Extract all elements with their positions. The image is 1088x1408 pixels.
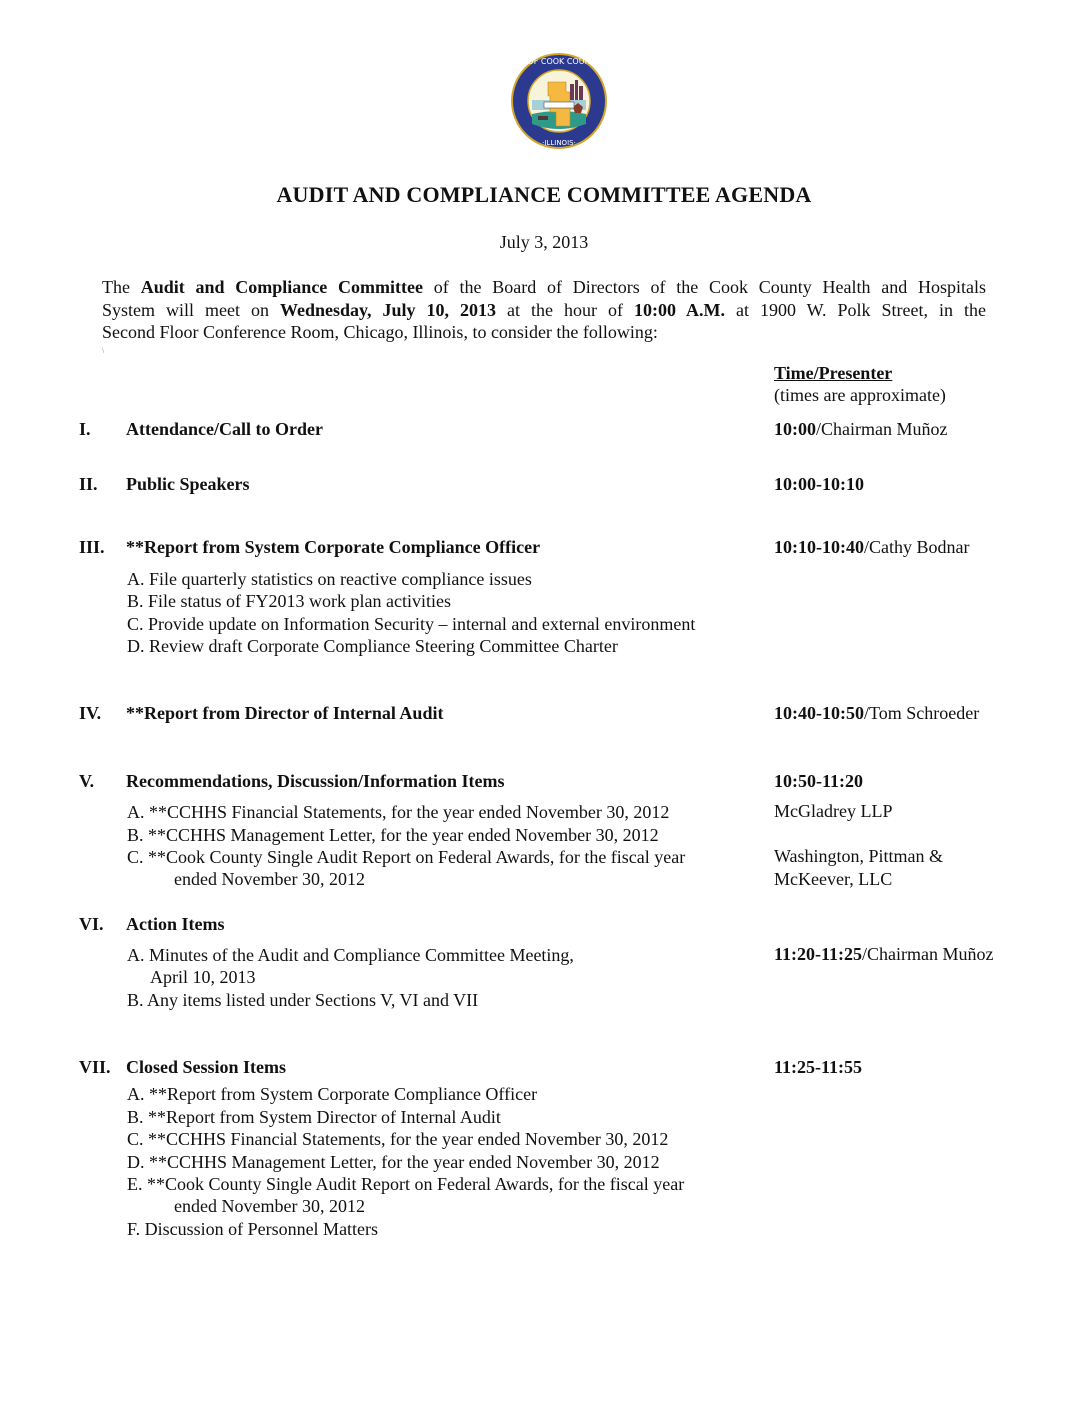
cook-county-seal-icon	[510, 52, 608, 150]
section-number: V.	[79, 771, 95, 791]
presenter-name: McGladrey LLP	[774, 801, 893, 821]
section-time: 11:25-11:55	[774, 1057, 862, 1077]
agenda-subitem: B. Any items listed under Sections V, VI and VII	[127, 990, 479, 1010]
agenda-subitem: A. **CCHHS Financial Statements, for the year ended November 30, 2012	[127, 802, 670, 822]
agenda-subitem: A. Minutes of the Audit and Compliance Committee Meeting,	[127, 945, 574, 965]
presenter-name-continuation: McKeever, LLC	[774, 869, 893, 889]
agenda-subitem-continuation: April 10, 2013	[150, 967, 256, 987]
section-number: III.	[79, 537, 105, 557]
section-title: Closed Session Items	[126, 1057, 287, 1077]
section-time: 10:50-11:20	[774, 771, 863, 791]
column-header-title: Time/Presenter	[774, 363, 893, 383]
intro-line-1: The Audit and Compliance Committee of the Board of Directors of the Cook County Health and Hospitals	[102, 277, 986, 297]
agenda-subitem-continuation: ended November 30, 2012	[174, 1196, 365, 1216]
section-number: II.	[79, 474, 98, 494]
agenda-subitem: F. Discussion of Personnel Matters	[127, 1219, 379, 1239]
agenda-subitem: D. Review draft Corporate Compliance Steering Committee Charter	[127, 636, 618, 656]
section-time: 10:40-10:50/Tom Schroeder	[774, 703, 980, 723]
intro-line-2: System will meet on Wednesday, July 10, 2013 at the hour of 10:00 A.M. at 1900 W. Polk Street, in the	[102, 299, 987, 320]
time-presenter-header	[774, 362, 946, 406]
section-time: 10:10-10:40/Cathy Bodnar	[774, 537, 970, 557]
agenda-subitem: E. **Cook County Single Audit Report on Federal Awards, for the fiscal year	[127, 1174, 685, 1194]
page-title: AUDIT AND COMPLIANCE COMMITTEE AGENDA	[276, 182, 812, 207]
column-header-subtitle: (times are approximate)	[774, 385, 946, 405]
section-title: **Report from Director of Internal Audit	[126, 703, 444, 723]
agenda-subitem: A. File quarterly statistics on reactive compliance issues	[127, 569, 532, 589]
section-title: Action Items	[126, 914, 225, 934]
section-title: Public Speakers	[126, 474, 250, 494]
agenda-subitem: C. Provide update on Information Security – internal and external environment	[127, 614, 696, 634]
section-number: IV.	[79, 703, 102, 723]
section-time: 11:20-11:25/Chairman Muñoz	[774, 944, 994, 964]
section-number: VII.	[79, 1057, 111, 1077]
agenda-subitem: D. **CCHHS Management Letter, for the year ended November 30, 2012	[127, 1152, 660, 1172]
section-title: Attendance/Call to Order	[126, 419, 323, 439]
agenda-subitem: B. File status of FY2013 work plan activities	[127, 591, 451, 611]
section-title: **Report from System Corporate Compliance Officer	[126, 537, 541, 557]
intro-paragraph	[102, 276, 986, 344]
section-time: 10:00-10:10	[774, 474, 864, 494]
agenda-subitem: B. **Report from System Director of Internal Audit	[127, 1107, 501, 1127]
svg-text:·ILLINOIS·: ·ILLINOIS·	[542, 139, 576, 147]
svg-text:OF COOK COUN: OF COOK COUN	[527, 57, 591, 66]
agenda-subitem: B. **CCHHS Management Letter, for the year ended November 30, 2012	[127, 825, 659, 845]
agenda-date: July 3, 2013	[499, 232, 589, 252]
presenter-name: Washington, Pittman &	[774, 846, 944, 866]
agenda-subitem: C. **Cook County Single Audit Report on Federal Awards, for the fiscal year	[127, 847, 686, 867]
section-title: Recommendations, Discussion/Information Items	[126, 771, 505, 791]
agenda-subitem-continuation: ended November 30, 2012	[174, 869, 365, 889]
agenda-subitem: C. **CCHHS Financial Statements, for the year ended November 30, 2012	[127, 1129, 669, 1149]
stray-mark: \	[102, 346, 105, 355]
agenda-subitem: A. **Report from System Corporate Compliance Officer	[127, 1084, 538, 1104]
intro-line-3: Second Floor Conference Room, Chicago, Illinois, to consider the following:	[102, 322, 658, 342]
section-time: 10:00/Chairman Muñoz	[774, 419, 948, 439]
section-number: I.	[79, 419, 91, 439]
section-number: VI.	[79, 914, 104, 934]
